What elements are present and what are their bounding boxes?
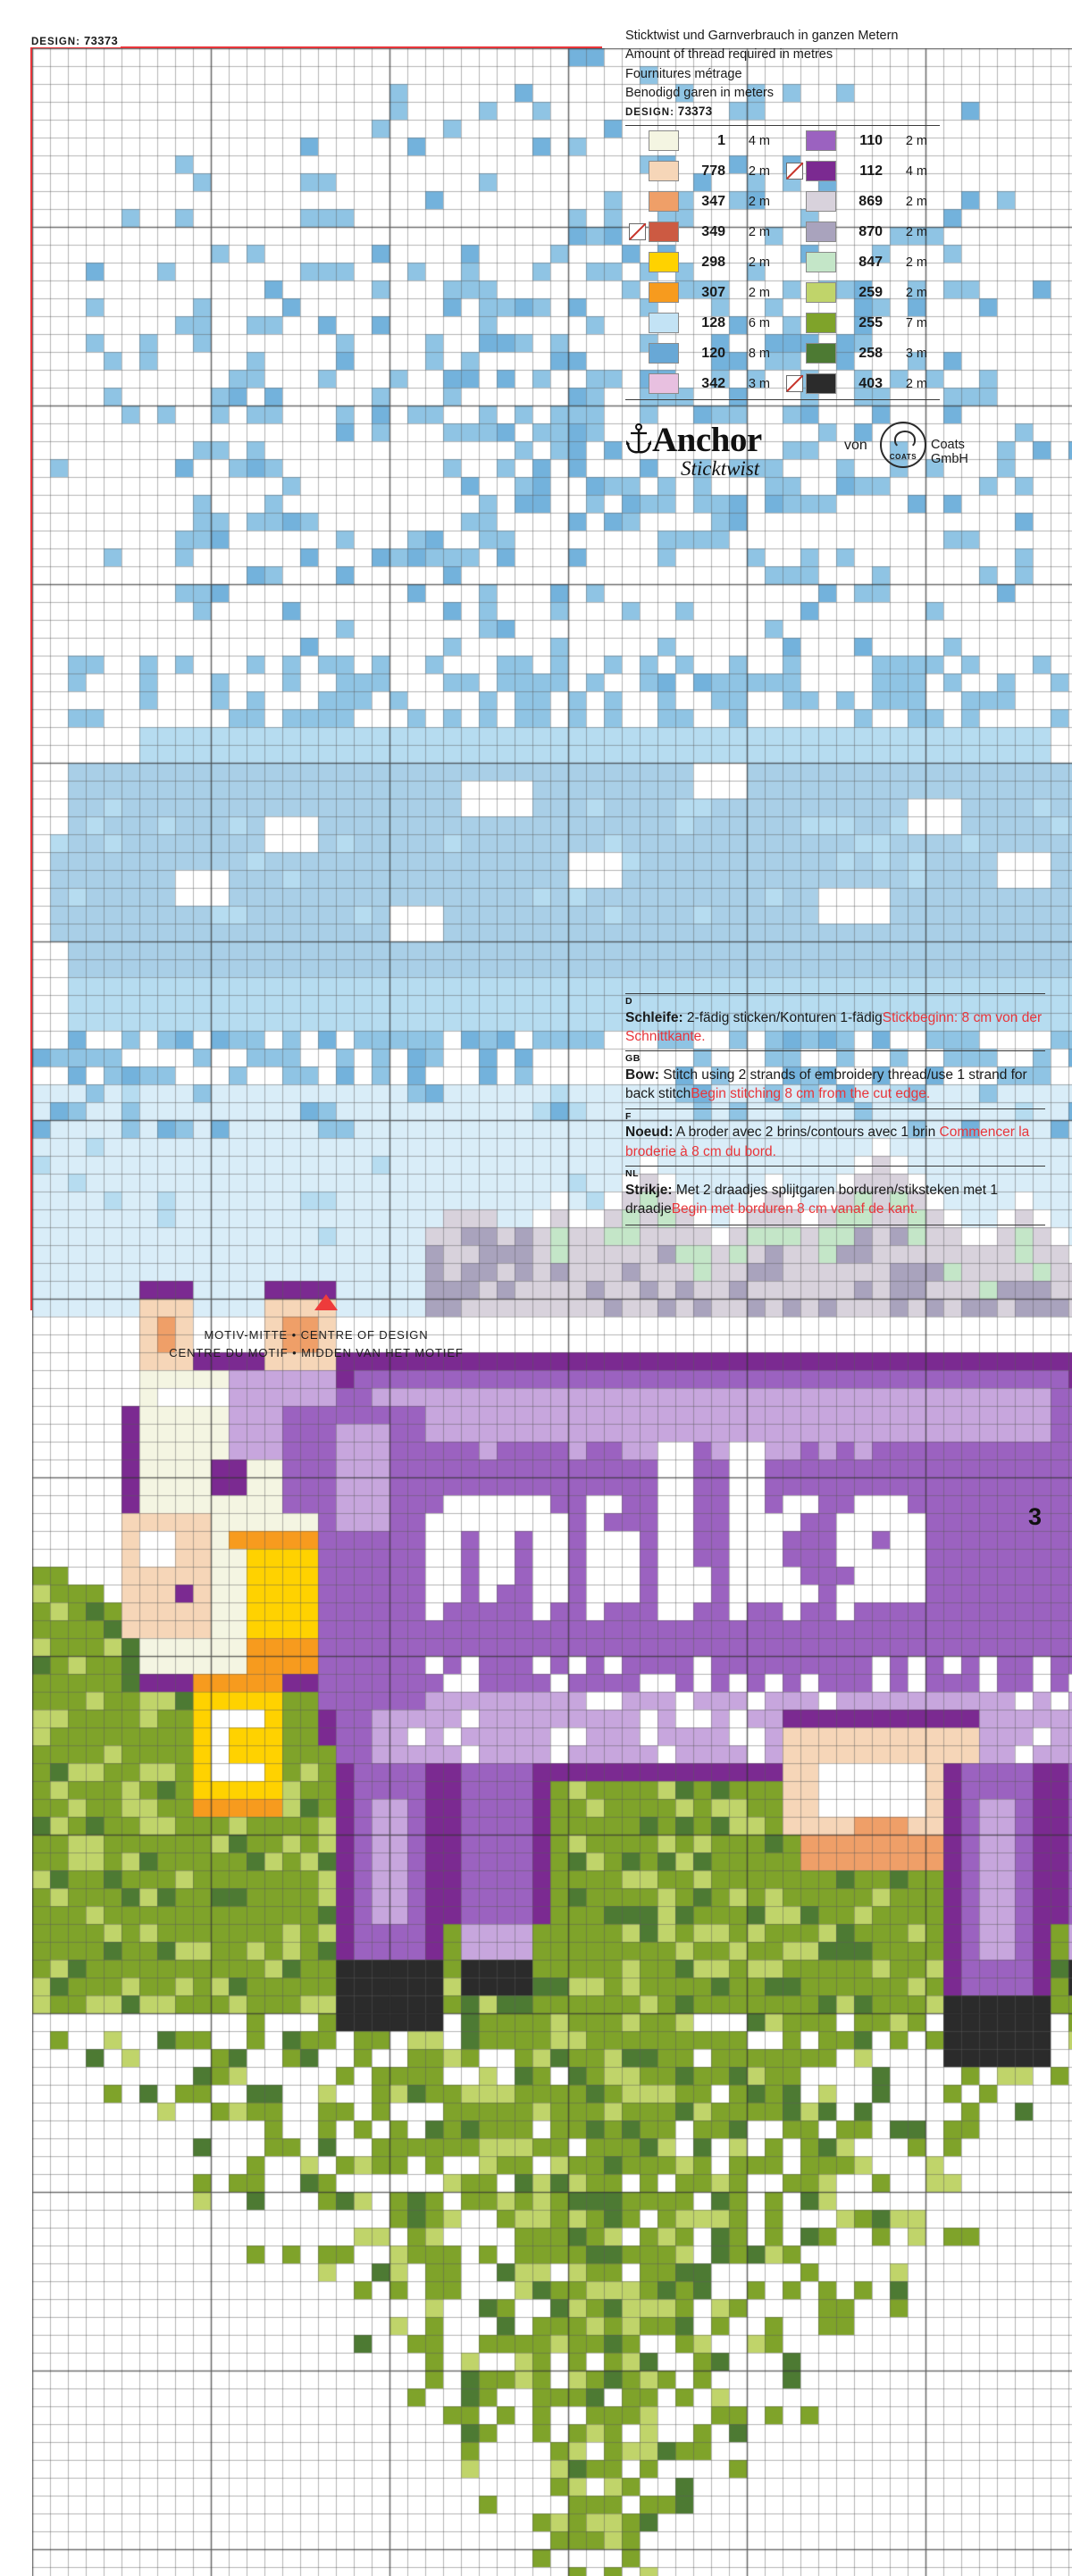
instruction-text: Strikje: Met 2 draadjes splijtgaren borduren/stiksteken met 1 draadjeBegin met borduren 8 cm vanaf de kant. xyxy=(625,1182,999,1217)
backstitch-marker-icon xyxy=(625,278,649,308)
language-tag: GB xyxy=(625,1053,641,1065)
backstitch-marker-icon xyxy=(783,278,806,308)
coats-swirl-icon xyxy=(894,431,916,448)
legend-design-value: 73373 xyxy=(677,104,713,118)
thread-metres: 2 m xyxy=(748,285,770,300)
thread-entry xyxy=(783,369,940,399)
instruction-text: Noeud: A broder avec 2 brins/contours avec 1 brin Commencer la broderie à 8 cm du bord. xyxy=(625,1125,1030,1159)
color-swatch xyxy=(649,222,679,242)
centre-caption-line1: MOTIV-MITTE • CENTRE OF DESIGN xyxy=(204,1328,429,1342)
thread-metres: 8 m xyxy=(748,346,770,361)
table-row xyxy=(625,369,940,399)
thread-entry xyxy=(783,156,940,187)
color-swatch xyxy=(806,161,836,181)
language-tag: F xyxy=(625,1110,632,1122)
backstitch-marker-icon xyxy=(783,369,806,399)
thread-code: 255 xyxy=(858,314,883,330)
chart-area xyxy=(27,27,603,1360)
language-tag: NL xyxy=(625,1168,640,1180)
thread-code: 120 xyxy=(701,345,725,361)
intro-text xyxy=(625,27,1045,104)
thread-entry xyxy=(783,278,940,308)
design-label-value: 73373 xyxy=(83,34,119,47)
instructions-block xyxy=(625,993,1045,1225)
thread-code: 259 xyxy=(858,284,883,300)
instruction-text: Bow: Stitch using 2 strands of embroidery thread/use 1 strand for back stitchBegin stitching 8 cm from the cut edge. xyxy=(625,1066,1027,1102)
color-swatch xyxy=(806,373,836,394)
color-swatch xyxy=(649,343,679,364)
thread-metres: 2 m xyxy=(905,194,927,209)
thread-code: 1 xyxy=(717,132,725,148)
coats-logo xyxy=(880,422,926,468)
thread-entry xyxy=(625,217,783,247)
thread-code: 403 xyxy=(858,375,883,391)
thread-metres: 2 m xyxy=(905,376,927,391)
backstitch-marker-icon xyxy=(783,247,806,278)
backstitch-marker-icon xyxy=(625,126,649,156)
intro-line-en: Amount of thread required in metres xyxy=(625,47,833,63)
color-swatch xyxy=(806,222,836,242)
thread-entry xyxy=(625,339,783,369)
intro-line-nl: Benodigd garen in meters xyxy=(625,86,775,101)
instruction-block xyxy=(625,993,1045,1050)
thread-code: 349 xyxy=(701,223,725,239)
chart-grid-frame xyxy=(30,46,602,1310)
anchor-icon xyxy=(625,423,652,454)
backstitch-marker-icon xyxy=(625,217,649,247)
thread-entry xyxy=(783,247,940,278)
color-swatch xyxy=(649,282,679,303)
color-swatch xyxy=(649,130,679,151)
backstitch-marker-icon xyxy=(783,187,806,217)
table-row xyxy=(625,339,940,369)
centre-caption xyxy=(27,1326,606,1362)
table-row xyxy=(625,126,940,156)
thread-metres: 2 m xyxy=(905,224,927,239)
intro-line-de: Sticktwist und Garnverbrauch in ganzen Metern xyxy=(625,29,899,43)
thread-entry xyxy=(625,308,783,339)
backstitch-marker-icon xyxy=(625,308,649,339)
color-swatch xyxy=(649,161,679,181)
thread-metres: 7 m xyxy=(905,315,927,330)
brand-von: von xyxy=(844,437,867,453)
table-row xyxy=(625,308,940,339)
intro-line-fr: Fournitures métrage xyxy=(625,66,742,81)
thread-entry xyxy=(625,156,783,187)
instruction-block xyxy=(625,1166,1045,1225)
color-swatch xyxy=(806,313,836,333)
thread-code: 342 xyxy=(701,375,725,391)
thread-entry xyxy=(625,187,783,217)
table-row xyxy=(625,247,940,278)
color-swatch xyxy=(806,343,836,364)
thread-entry xyxy=(783,126,940,156)
color-swatch xyxy=(806,130,836,151)
instruction-block xyxy=(625,1050,1045,1108)
language-tag: D xyxy=(625,996,633,1007)
color-swatch xyxy=(806,252,836,272)
thread-metres: 2 m xyxy=(748,194,770,209)
backstitch-marker-icon xyxy=(783,156,806,187)
thread-entry xyxy=(783,339,940,369)
thread-code: 869 xyxy=(858,193,883,209)
thread-metres: 2 m xyxy=(748,163,770,179)
centre-caption-line2: CENTRE DU MOTIF • MIDDEN VAN HET MOTIEF xyxy=(169,1346,464,1360)
thread-code: 128 xyxy=(701,314,725,330)
thread-metres: 2 m xyxy=(905,133,927,148)
backstitch-marker-icon xyxy=(625,156,649,187)
thread-code: 258 xyxy=(858,345,883,361)
thread-metres: 6 m xyxy=(748,315,770,330)
instruction-text: Schleife: 2-fädig sticken/Konturen 1-fädigStickbeginn: 8 cm von der Schnittkante. xyxy=(625,1009,1043,1044)
backstitch-marker-icon xyxy=(625,187,649,217)
color-swatch xyxy=(649,191,679,212)
thread-code: 778 xyxy=(701,163,725,179)
backstitch-marker-icon xyxy=(783,126,806,156)
backstitch-marker-icon xyxy=(625,247,649,278)
thread-entry xyxy=(625,126,783,156)
thread-entry xyxy=(783,217,940,247)
table-row xyxy=(625,156,940,187)
brand-name: Anchor xyxy=(652,420,762,459)
coats-logo-word: COATS xyxy=(889,452,917,461)
color-swatch xyxy=(806,282,836,303)
thread-entry xyxy=(625,369,783,399)
thread-legend-table xyxy=(625,125,940,400)
table-row xyxy=(625,278,940,308)
table-row xyxy=(625,217,940,247)
thread-code: 110 xyxy=(859,132,883,148)
design-label xyxy=(29,34,121,47)
thread-entry xyxy=(783,308,940,339)
thread-metres: 3 m xyxy=(748,376,770,391)
design-label-key: DESIGN: xyxy=(31,37,80,47)
legend-design-label xyxy=(625,105,1045,118)
thread-metres: 4 m xyxy=(905,163,927,179)
thread-metres: 2 m xyxy=(748,255,770,270)
thread-metres: 3 m xyxy=(905,346,927,361)
backstitch-marker-icon xyxy=(625,369,649,399)
thread-entry xyxy=(783,187,940,217)
thread-metres: 4 m xyxy=(748,133,770,148)
thread-code: 870 xyxy=(858,223,883,239)
thread-entry xyxy=(625,247,783,278)
backstitch-marker-icon xyxy=(783,308,806,339)
thread-code: 347 xyxy=(701,193,725,209)
table-row xyxy=(625,187,940,217)
page-number: 3 xyxy=(1027,1503,1042,1530)
color-swatch xyxy=(649,252,679,272)
backstitch-marker-icon xyxy=(625,339,649,369)
thread-metres: 2 m xyxy=(748,224,770,239)
thread-metres: 2 m xyxy=(905,285,927,300)
legend-column xyxy=(625,27,1045,489)
thread-metres: 2 m xyxy=(905,255,927,270)
brand-block xyxy=(625,418,983,489)
instruction-block xyxy=(625,1108,1045,1166)
color-swatch xyxy=(806,191,836,212)
color-swatch xyxy=(649,373,679,394)
thread-code: 847 xyxy=(858,254,883,270)
brand-subtitle: Sticktwist xyxy=(681,456,760,480)
backstitch-marker-icon xyxy=(783,339,806,369)
color-swatch xyxy=(649,313,679,333)
coats-company: Coats GmbH xyxy=(931,437,968,466)
thread-code: 112 xyxy=(859,163,883,179)
legend-design-key: DESIGN: xyxy=(625,106,674,118)
thread-entry xyxy=(625,278,783,308)
thread-code: 307 xyxy=(701,284,725,300)
thread-code: 298 xyxy=(701,254,725,270)
centre-of-design-marker xyxy=(314,1294,338,1310)
backstitch-marker-icon xyxy=(783,217,806,247)
